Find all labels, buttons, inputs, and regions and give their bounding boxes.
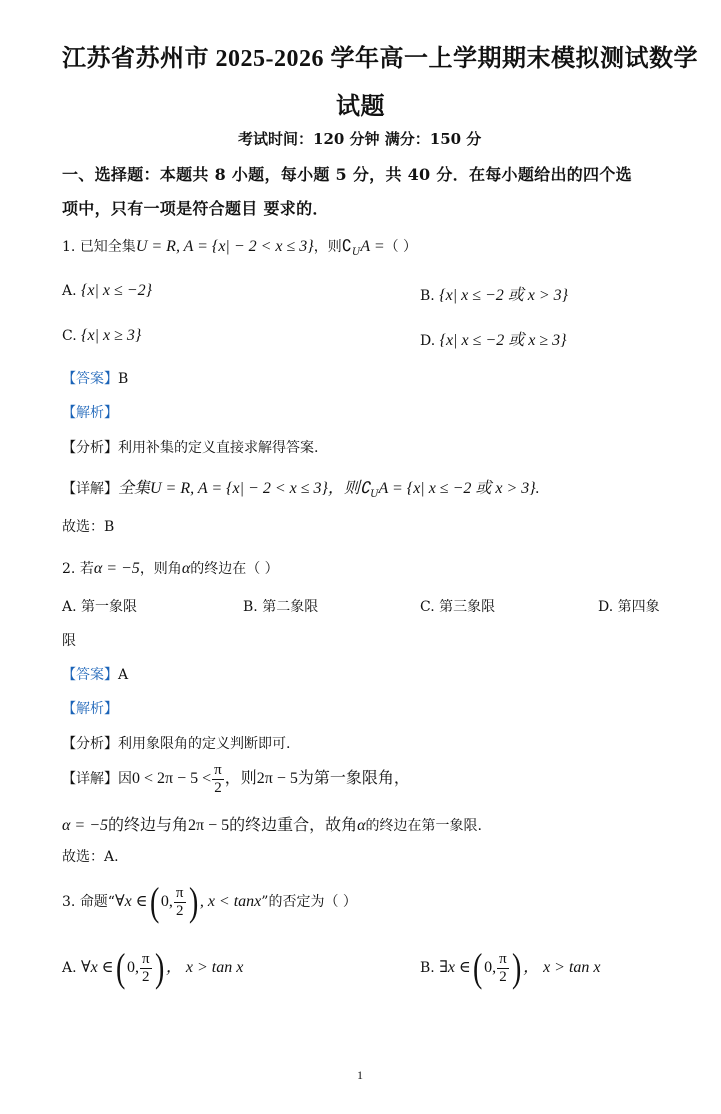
q1-answer xyxy=(62,368,128,388)
fraction-denominator: 2 xyxy=(214,779,222,796)
answer-tag: 【答案】 xyxy=(62,667,118,683)
subscript: U xyxy=(351,247,361,258)
detail-text: 的终边与角2π − 5的终边重合，故角 xyxy=(108,817,358,834)
exam-info: 考试时间：120 分钟 满分：150 分 xyxy=(238,130,482,148)
page-number: 1 xyxy=(357,1068,363,1082)
stem-text: 的终边在（ ） xyxy=(190,561,279,577)
stem-math: ∀x ∈ xyxy=(114,893,148,910)
section-heading-line2: 项中，只有一项是符合题目 要求的． xyxy=(62,199,329,218)
fraction-numerator: π xyxy=(175,885,184,901)
q2-analysis-tag: 【解析】 xyxy=(62,701,118,717)
q1-conclusion: 故选：B xyxy=(62,519,115,535)
option-math: {x| x ≤ −2} xyxy=(81,282,152,299)
detail-tag: 【详解】 xyxy=(62,481,118,497)
option-math: 0, xyxy=(126,959,139,976)
option-label: D. xyxy=(420,333,436,349)
answer-tag: 【答案】 xyxy=(62,371,118,387)
page-title: 江苏省苏州市 2025-2026 学年高一上学期期末模拟测试数学 xyxy=(62,46,698,72)
stem-math: α = −5 xyxy=(93,560,140,577)
option-math: ∀x ∈ xyxy=(81,959,114,976)
subscript: U xyxy=(370,489,379,500)
q3-option-b xyxy=(420,945,601,990)
option-math: ， x > tan x xyxy=(165,959,244,976)
fenxi-tag: 【分析】 xyxy=(62,440,118,456)
detail-math: 全集U = R, A = {x| − 2 < x ≤ 3}，则∁ xyxy=(118,480,371,497)
option-math: 0, xyxy=(484,959,497,976)
fraction xyxy=(140,951,152,985)
option-label: C. xyxy=(62,328,77,344)
q1-option-d xyxy=(420,327,567,350)
answer-value: A xyxy=(118,667,129,683)
detail-tag: 【详解】 xyxy=(62,771,118,787)
q1-option-a xyxy=(62,282,152,300)
q1-option-b xyxy=(420,282,568,305)
q2-option-d-wrap: 限 xyxy=(62,633,76,649)
question-number: 1. xyxy=(62,239,76,255)
complement-symbol: ∁ xyxy=(341,238,352,255)
detail-math: A = {x| x ≤ −2 或 x > 3}. xyxy=(378,480,540,497)
fenxi-text: 利用补集的定义直接求解得答案. xyxy=(118,440,319,456)
section-heading: 一、选择题：本题共 8 小题，每小题 5 分，共 40 分．在每小题给出的四个选 xyxy=(62,165,632,184)
option-math: {x| x ≤ −2 或 x ≥ 3} xyxy=(439,332,567,349)
q2-fenxi xyxy=(62,733,290,753)
detail-math: α = −5 xyxy=(62,817,108,834)
stem-text: 命题“ xyxy=(79,894,115,910)
q1-option-c xyxy=(62,327,141,345)
fraction-denominator: 2 xyxy=(175,902,184,919)
fraction-denominator: 2 xyxy=(499,968,507,985)
q2-option-c: C. 第三象限 xyxy=(420,599,496,615)
fraction-numerator: π xyxy=(499,951,507,967)
close-paren: ) xyxy=(154,945,164,990)
option-label: A. xyxy=(62,960,77,976)
close-paren: ) xyxy=(511,945,522,990)
option-math: ∃x ∈ xyxy=(439,959,471,976)
fenxi-tag: 【分析】 xyxy=(62,736,118,752)
q2-option-b: B. 第二象限 xyxy=(243,599,319,615)
q1-detail xyxy=(62,475,540,500)
open-paren: ( xyxy=(472,945,483,990)
option-math: ， x > tan x xyxy=(523,959,601,976)
stem-math: α xyxy=(181,560,191,577)
fraction xyxy=(174,885,186,919)
answer-value: B xyxy=(118,371,129,387)
open-paren: ( xyxy=(149,879,159,924)
q2-detail-line2 xyxy=(62,812,482,835)
option-label: A. xyxy=(62,283,77,299)
stem-text: 已知全集 xyxy=(79,239,136,255)
stem-math: A = xyxy=(360,238,385,255)
q2-option-a: A. 第一象限 xyxy=(62,599,138,615)
q2-detail xyxy=(62,762,410,796)
detail-text: 的终边在第一象限. xyxy=(365,818,482,834)
question-1-stem xyxy=(62,236,417,258)
stem-text: ，则 xyxy=(313,239,342,255)
option-label: B. xyxy=(420,960,435,976)
stem-text: ，则角 xyxy=(139,561,182,577)
detail-math: 0 < 2π − 5 < xyxy=(132,770,212,787)
stem-math: , x < tanx xyxy=(199,893,262,910)
q2-conclusion: 故选：A. xyxy=(62,849,119,865)
close-paren: ) xyxy=(188,879,198,924)
question-2-stem xyxy=(62,558,279,578)
fraction-denominator: 2 xyxy=(141,968,150,985)
detail-text: 因 xyxy=(118,771,132,787)
q2-answer xyxy=(62,664,128,684)
fraction-numerator: π xyxy=(141,951,150,967)
q3-option-a xyxy=(62,945,244,990)
option-math: {x| x ≤ −2 或 x > 3} xyxy=(439,287,569,304)
detail-math: α xyxy=(357,817,366,834)
open-paren: ( xyxy=(115,945,125,990)
q2-option-d: D. 第四象 xyxy=(598,599,660,615)
stem-math: U = R, A = {x| − 2 < x ≤ 3} xyxy=(135,238,314,255)
option-label: B. xyxy=(420,288,435,304)
option-math: {x| x ≥ 3} xyxy=(81,327,142,344)
question-3-stem xyxy=(62,879,357,924)
q1-fenxi xyxy=(62,437,318,457)
page-title-line2: 试题 xyxy=(336,94,385,120)
fraction xyxy=(212,762,224,796)
stem-math: 0, xyxy=(160,893,173,910)
stem-text: 若 xyxy=(79,561,94,577)
answer-blank: （ ） xyxy=(384,239,418,255)
fraction-numerator: π xyxy=(214,762,222,778)
question-number: 2. xyxy=(62,561,76,577)
fenxi-text: 利用象限角的定义判断即可. xyxy=(118,736,291,752)
question-number: 3. xyxy=(62,894,76,910)
q1-analysis-tag: 【解析】 xyxy=(62,405,118,421)
fraction xyxy=(497,951,509,985)
detail-math: ，则2π − 5为第一象限角， xyxy=(224,770,410,787)
stem-text: ”的否定为（ ） xyxy=(261,894,357,910)
